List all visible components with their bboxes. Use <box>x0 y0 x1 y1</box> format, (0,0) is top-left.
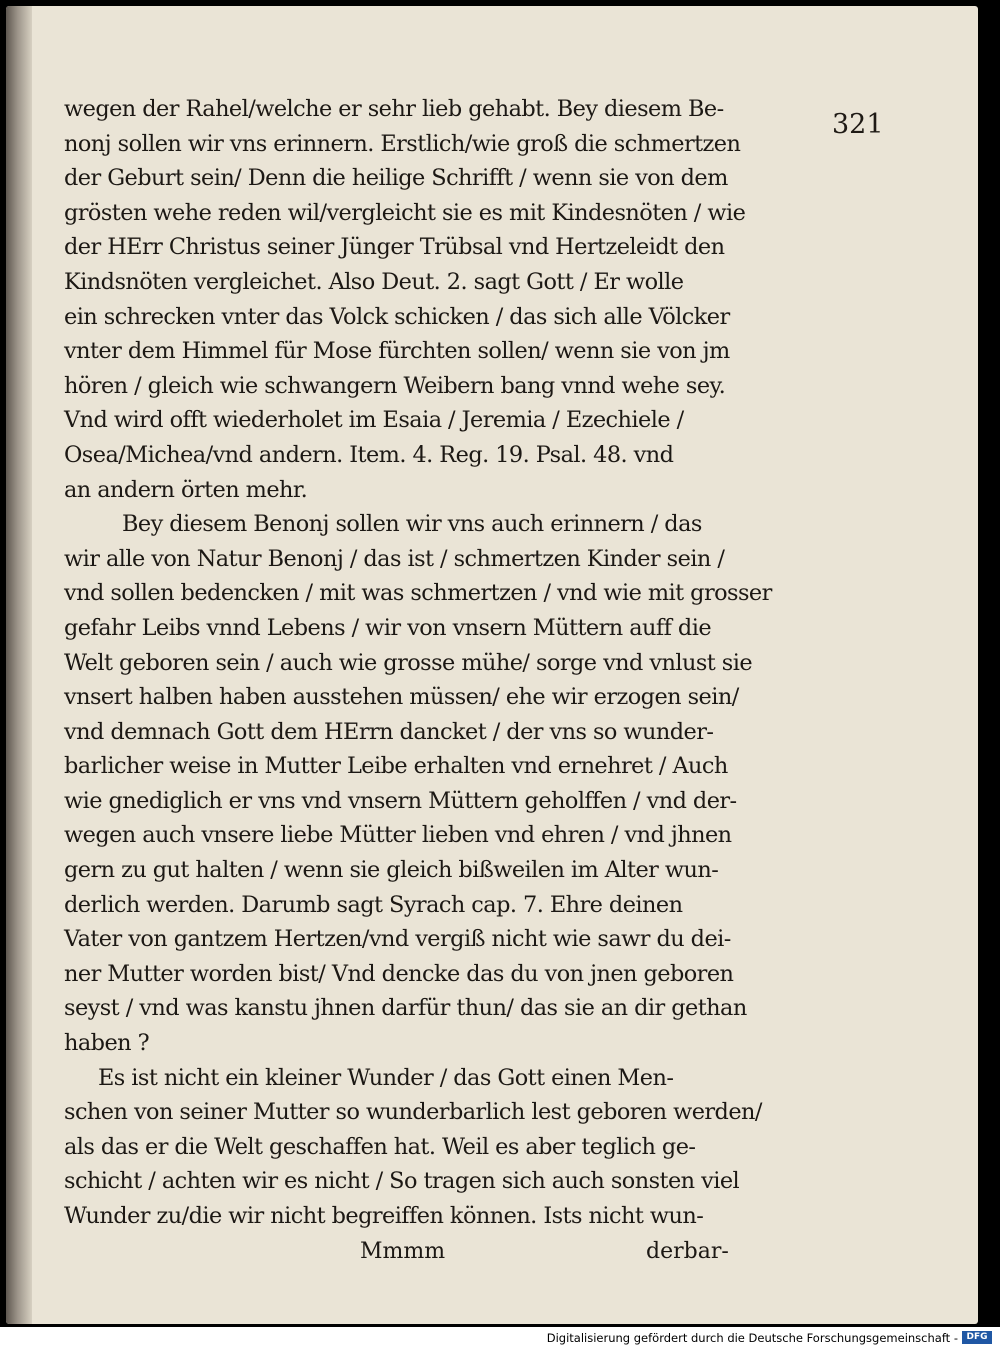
text-line: haben ? <box>64 1030 150 1057</box>
book-gutter-shadow <box>6 6 32 1324</box>
text-line: Es ist nicht ein kleiner Wunder / das Gott einen Men- <box>98 1064 674 1091</box>
text-line: wegen auch vnsere liebe Mütter lieben vnd ehren / vnd jhnen <box>64 822 732 849</box>
text-line: schicht / achten wir es nicht / So tragen sich auch sonsten viel <box>64 1168 740 1195</box>
digitization-footer <box>0 1327 1000 1348</box>
paragraph-2 <box>64 507 772 1061</box>
text-line: wie gnediglich er vns vnd vnsern Müttern geholffen / vnd der- <box>64 787 737 814</box>
text-line: wir alle von Natur Benonj / das ist / schmertzen Kinder sein / <box>64 545 725 572</box>
body-text <box>64 92 772 1270</box>
funding-credit: Digitalisierung gefördert durch die Deutsche Forschungsgemeinschaft - <box>546 1331 958 1345</box>
signature-mark: Mmmm <box>360 1238 446 1264</box>
text-line: Kindsnöten vergleichet. Also Deut. 2. sagt Gott / Er wolle <box>64 268 684 295</box>
text-line: der Geburt sein/ Denn die heilige Schrifft / wenn sie von dem <box>64 165 728 192</box>
text-line: wegen der Rahel/welche er sehr lieb gehabt. Bey diesem Be- <box>64 96 724 122</box>
text-line: Vater von gantzem Hertzen/vnd vergiß nicht wie sawr du dei- <box>64 926 731 953</box>
text-line: vnsert halben haben ausstehen müssen/ ehe wir erzogen sein/ <box>64 684 739 711</box>
text-line: Welt geboren sein / auch wie grosse mühe/ sorge vnd vnlust sie <box>64 649 753 676</box>
text-line: Wunder zu/die wir nicht begreiffen können. Ists nicht wun- <box>64 1203 704 1229</box>
text-line: Vnd wird offt wiederholet im Esaia / Jeremia / Ezechiele / <box>64 407 684 434</box>
text-line: vnter dem Himmel für Mose fürchten sollen/ wenn sie von jm <box>64 338 730 365</box>
paragraph-3 <box>64 1061 762 1234</box>
text-line: ner Mutter worden bist/ Vnd dencke das du von jnen geboren <box>64 960 734 987</box>
text-line: der HErr Christus seiner Jünger Trübsal vnd Hertzeleidt den <box>64 234 725 261</box>
catchword: derbar- <box>646 1238 729 1264</box>
text-line: schen von seiner Mutter so wunderbarlich lest geboren werden/ <box>64 1099 762 1126</box>
text-line: vnd sollen bedencken / mit was schmertzen / vnd wie mit grosser <box>64 580 772 607</box>
text-line: grösten wehe reden wil/vergleicht sie es mit Kindesnöten / wie <box>64 199 746 226</box>
text-line: Osea/Michea/vnd andern. Item. 4. Reg. 19. Psal. 48. vnd <box>64 441 674 468</box>
page-foot <box>64 1234 744 1270</box>
text-line: an andern örten mehr. <box>64 476 308 503</box>
text-line: nonj sollen wir vns erinnern. Erstlich/wie groß die schmertzen <box>64 130 741 157</box>
text-line: gefahr Leibs vnnd Lebens / wir von vnsern Müttern auff die <box>64 614 712 641</box>
text-line: seyst / vnd was kanstu jhnen darfür thun/ das sie an dir gethan <box>64 995 747 1022</box>
text-line: Bey diesem Benonj sollen wir vns auch erinnern / das <box>122 511 702 538</box>
dfg-logo: DFG <box>962 1331 992 1344</box>
text-line: barlicher weise in Mutter Leibe erhalten vnd ernehret / Auch <box>64 753 728 780</box>
paragraph-1 <box>64 92 744 507</box>
text-line: als das er die Welt geschaffen hat. Weil es aber teglich ge- <box>64 1133 696 1160</box>
page-number: 321 <box>832 109 884 140</box>
text-line: vnd demnach Gott dem HErrn dancket / der vns so wunder- <box>64 718 714 745</box>
text-line: ein schrecken vnter das Volck schicken / das sich alle Völcker <box>64 303 730 330</box>
text-line: derlich werden. Darumb sagt Syrach cap. 7. Ehre deinen <box>64 891 683 918</box>
scanned-page <box>6 6 978 1324</box>
text-line: gern zu gut halten / wenn sie gleich bißweilen im Alter wun- <box>64 857 719 884</box>
text-line: hören / gleich wie schwangern Weibern bang vnnd wehe sey. <box>64 372 726 399</box>
